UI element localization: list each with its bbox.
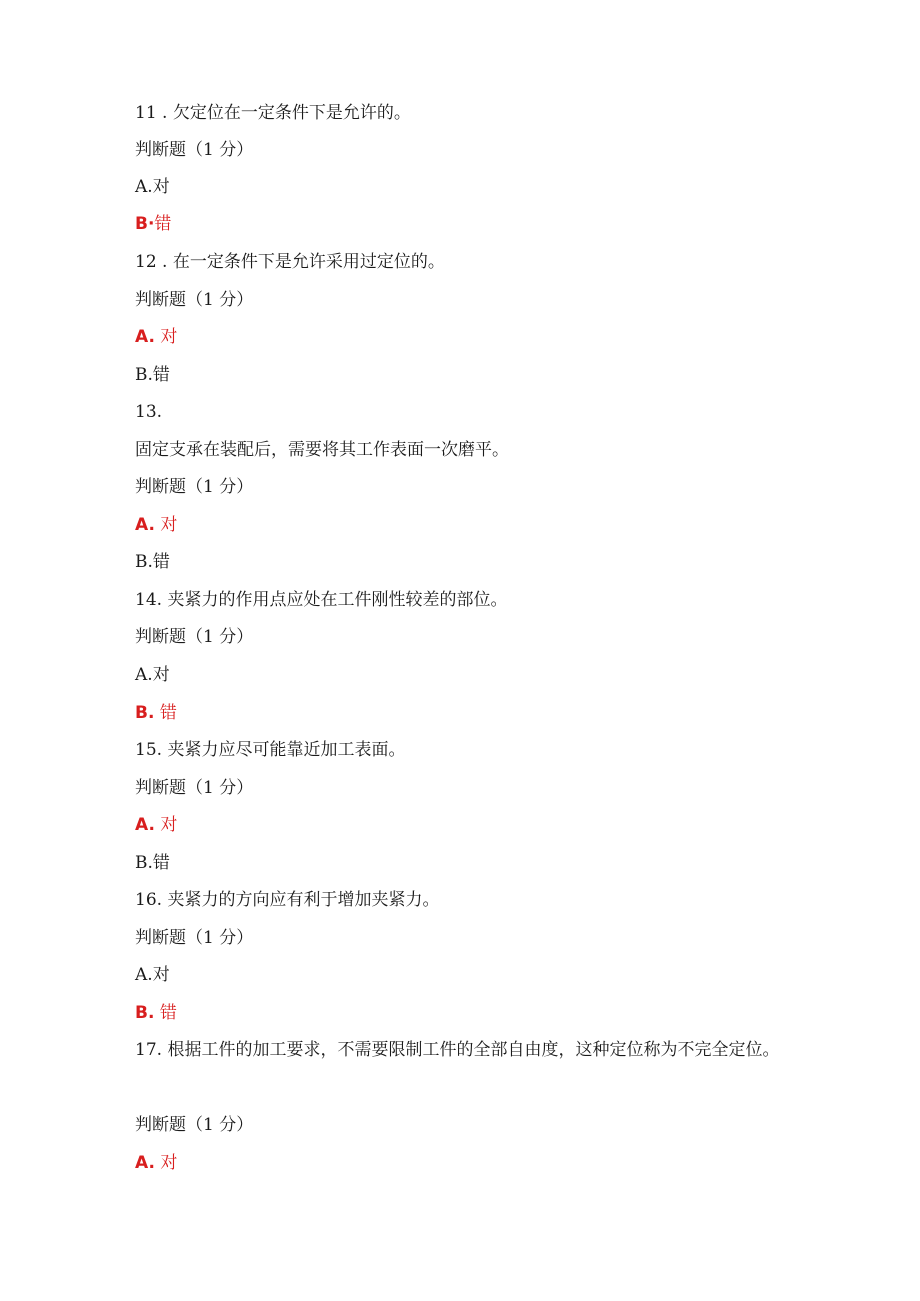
option-label: 对 xyxy=(152,665,170,685)
option-letter: A. xyxy=(135,177,153,197)
question-15-option-a xyxy=(135,815,177,835)
option-label: 对 xyxy=(152,965,170,985)
question-17-text: 17. 根据工件的加工要求，不需要限制工件的全部自由度，这种定位称为不完全定位。 xyxy=(135,1040,780,1060)
question-11-text: 11 . 欠定位在一定条件下是允许的。 xyxy=(135,103,411,123)
option-letter: A. xyxy=(135,665,153,685)
option-letter: B. xyxy=(135,853,153,873)
option-label: 错 xyxy=(152,853,170,873)
question-11-type: 判断题（1 分） xyxy=(135,140,254,160)
question-14-type: 判断题（1 分） xyxy=(135,627,254,647)
question-12-option-b xyxy=(135,365,170,385)
question-12-option-a xyxy=(135,327,177,347)
question-16-type: 判断题（1 分） xyxy=(135,928,254,948)
question-12-text: 12 . 在一定条件下是允许采用过定位的。 xyxy=(135,252,445,272)
question-14-option-a xyxy=(135,665,170,685)
option-letter: B. xyxy=(135,703,155,723)
option-letter: A. xyxy=(135,515,155,535)
option-label: 对 xyxy=(154,327,178,347)
option-letter: A. xyxy=(135,965,153,985)
question-16-option-a xyxy=(135,965,170,985)
question-14-option-b xyxy=(135,703,177,723)
question-17-option-a xyxy=(135,1153,177,1173)
question-13-type: 判断题（1 分） xyxy=(135,477,254,497)
question-11-option-a xyxy=(135,177,170,197)
question-15-text: 15. 夹紧力应尽可能靠近加工表面。 xyxy=(135,740,406,760)
option-label: 对 xyxy=(154,815,178,835)
question-13-option-a xyxy=(135,515,177,535)
option-label: 错 xyxy=(154,214,172,234)
question-12-type: 判断题（1 分） xyxy=(135,290,254,310)
option-label: 错 xyxy=(152,552,170,572)
question-16-text: 16. 夹紧力的方向应有利于增加夹紧力。 xyxy=(135,890,440,910)
question-15-type: 判断题（1 分） xyxy=(135,778,254,798)
question-16-option-b xyxy=(135,1003,177,1023)
option-label: 错 xyxy=(154,1003,177,1023)
option-label: 对 xyxy=(154,1153,178,1173)
question-13-number: 13. xyxy=(135,402,163,422)
option-label: 对 xyxy=(154,515,178,535)
question-14-text: 14. 夹紧力的作用点应处在工件刚性较差的部位。 xyxy=(135,590,508,610)
question-17-type: 判断题（1 分） xyxy=(135,1115,254,1135)
question-11-option-b xyxy=(135,214,171,234)
option-letter: B. xyxy=(135,1003,155,1023)
option-letter: B. xyxy=(135,365,153,385)
option-letter: B· xyxy=(135,214,155,234)
question-15-option-b xyxy=(135,853,170,873)
option-label: 错 xyxy=(154,703,177,723)
question-13-option-b xyxy=(135,552,170,572)
option-letter: A. xyxy=(135,1153,155,1173)
option-letter: A. xyxy=(135,327,155,347)
option-label: 对 xyxy=(152,177,170,197)
question-13-text: 固定支承在装配后，需要将其工作表面一次磨平。 xyxy=(135,440,509,460)
option-letter: B. xyxy=(135,552,153,572)
option-label: 错 xyxy=(152,365,170,385)
option-letter: A. xyxy=(135,815,155,835)
